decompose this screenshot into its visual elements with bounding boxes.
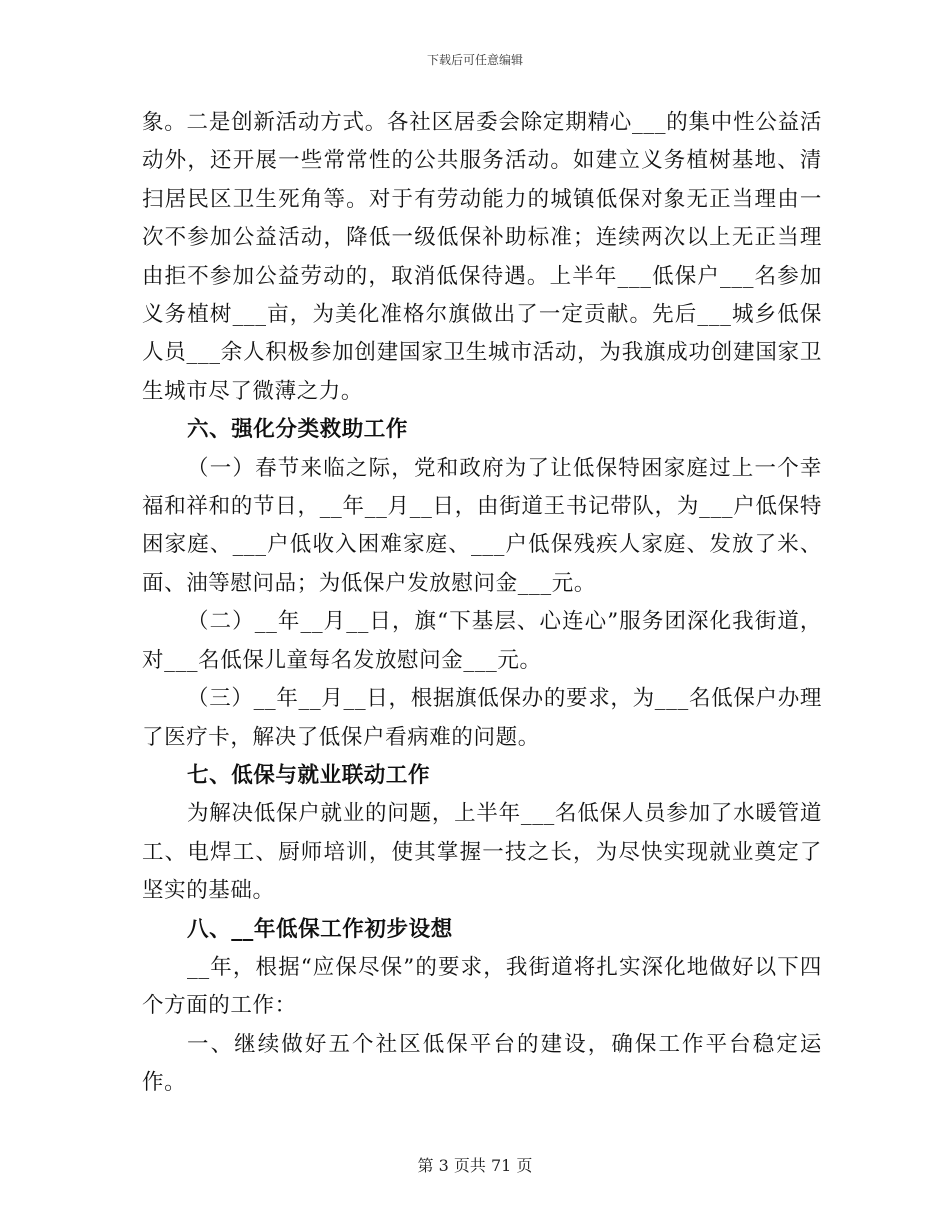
paragraph-plan-intro: __年，根据“应保尽保”的要求，我街道将扎实深化地做好以下四个方面的工作： [142,954,822,1019]
paragraph-spring-festival-relief: （一）春节来临之际，党和政府为了让低保特困家庭过上一个幸福和祥和的节日，__年__月__日，由街道王书记带队，为___户低保特困家庭、___户低收入困难家庭、___户低保残疾人家庭、发放了米、面、油等慰问品；为低保户发放慰问金___元。 [142,455,822,596]
page-header: 下载后可任意编辑 [426,53,523,67]
paragraph-employment-training: 为解决低保户就业的问题，上半年___名低保人员参加了水暖管道工、电焊工、厨师培训，使其掌握一技之长，为尽快实现就业奠定了坚实的基础。 [142,801,822,904]
paragraph-children-relief: （二）__年__月__日，旗“下基层、心连心”服务团深化我街道，对___名低保儿童每名发放慰问金___元。 [142,609,822,673]
section-heading-8: 八、__年低保工作初步设想 [187,916,453,942]
document-body [142,104,822,1103]
paragraph-public-welfare: 象。二是创新活动方式。各社区居委会除定期精心___的集中性公益活动外，还开展一些常常性的公共服务活动。如建立义务植树基地、清扫居民区卫生死角等。对于有劳动能力的城镇低保对象无正当理由一次不参加公益活动，降低一级低保补助标准；连续两次以上无正当理由拒不参加公益劳动的，取消低保待遇。上半年___低保户___名参加义务植树___亩，为美化准格尔旗做出了一定贡献。先后___城乡低保人员___余人积极参加创建国家卫生城市活动，为我旗成功创建国家卫生城市尽了微薄之力。 [142,110,822,404]
paragraph-plan-item-1: 一、继续做好五个社区低保平台的建设，确保工作平台稳定运作。 [142,1031,822,1096]
page-number: 第 3 页共 71 页 [417,1156,533,1175]
paragraph-medical-card: （三）__年__月__日，根据旗低保办的要求，为___名低保户办理了医疗卡，解决了低保户看病难的问题。 [142,686,822,750]
section-heading-7: 七、低保与就业联动工作 [187,762,431,788]
section-heading-6: 六、强化分类救助工作 [187,417,409,443]
